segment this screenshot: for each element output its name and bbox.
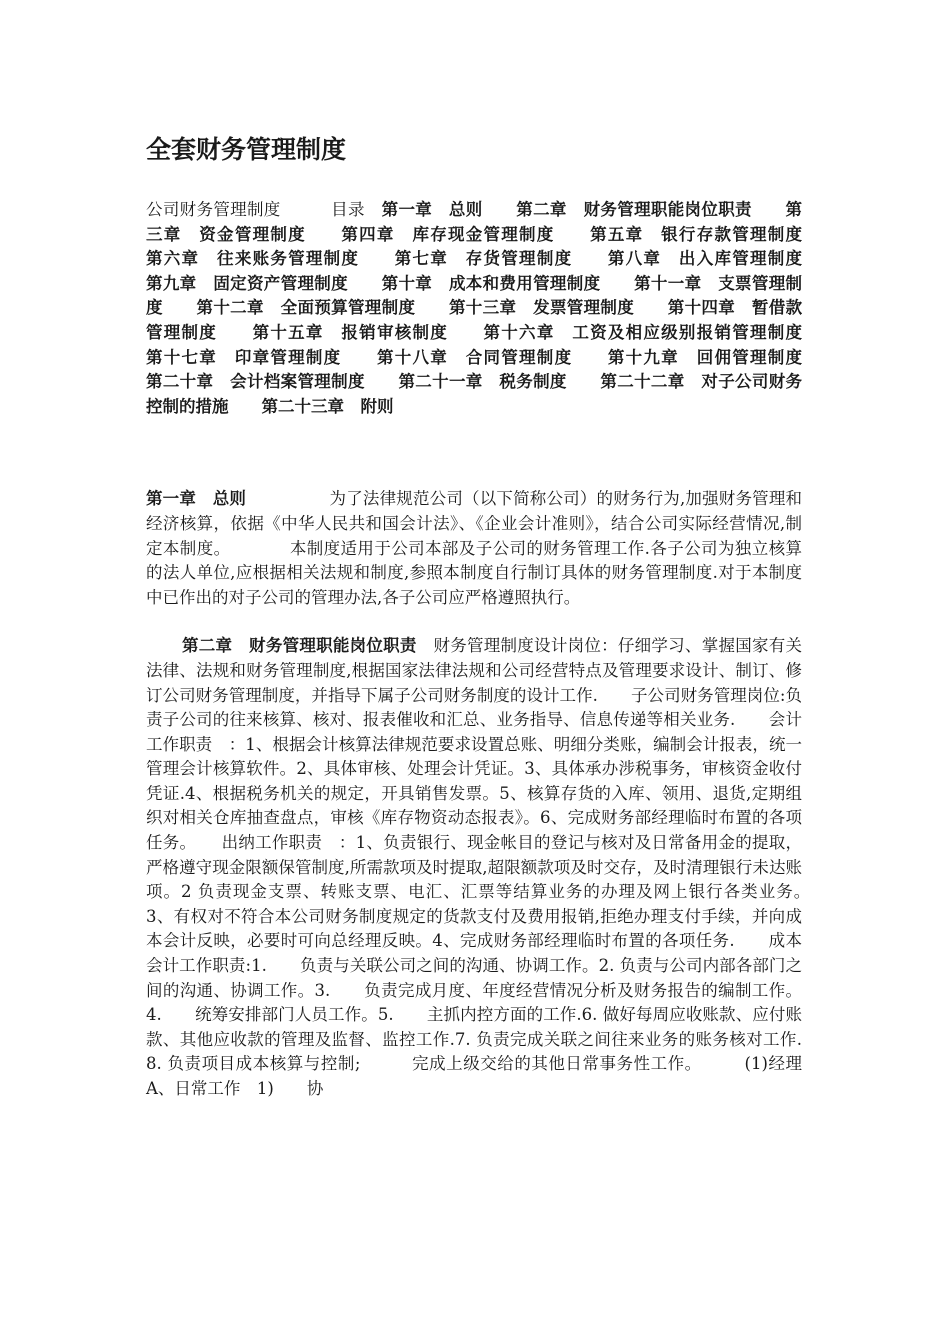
toc-item: 第十二章 全面预算管理制度 — [196, 298, 416, 318]
chapter-1-section — [146, 487, 802, 610]
toc-item: 第三章 资金管理制度 — [146, 200, 803, 244]
toc-item: 第十九章 回佣管理制度 — [607, 347, 803, 367]
toc-item: 第五章 银行存款管理制度 — [590, 224, 803, 244]
toc-item: 第十五章 报销审核制度 — [252, 322, 448, 342]
table-of-contents — [146, 198, 802, 419]
toc-item: 第十章 成本和费用管理制度 — [381, 273, 601, 293]
toc-item: 第九章 固定资产管理制度 — [146, 273, 348, 293]
toc-item: 第二十二章 对子公司财务控制的措施 — [146, 372, 803, 416]
toc-item: 第十六章 工资及相应级别报销管理制度 — [483, 322, 803, 342]
toc-item: 第十一章 支票管理制度 — [146, 273, 803, 318]
chapter-1-body: 为了法律规范公司（以下简称公司）的财务行为,加强财务管理和经济核算，依据《中华人民共和国会计法》、《企业会计准则》，结合公司实际经营情况,制定本制度。 本制度适用于公司本部及子公司的财务管理工作.各子公司为独立核算的法人单位,应根据相关法规和制度,参照本制度自行制订具体的财务管理制度.对于本制度中已作出的对子公司的管理办法,各子公司应严格遵照执行。 — [146, 489, 803, 607]
toc-item: 第二十三章 附则 — [261, 396, 394, 416]
toc-item: 第十三章 发票管理制度 — [448, 298, 635, 318]
toc-item: 第一章 总则 — [381, 200, 483, 219]
chapter-2-section — [146, 634, 819, 1101]
chapter-1-heading: 第一章 总则 — [146, 489, 247, 509]
toc-item: 第七章 存货管理制度 — [394, 249, 573, 269]
toc-item: 第二十一章 税务制度 — [398, 372, 567, 392]
toc-item: 第四章 库存现金管理制度 — [341, 224, 555, 244]
toc-item: 第二章 财务管理职能岗位职责 — [516, 200, 752, 219]
document-title: 全套财务管理制度 — [146, 135, 347, 164]
toc-item: 第十四章 暂借款管理制度 — [146, 298, 803, 342]
toc-item: 第六章 往来账务管理制度 — [146, 249, 360, 269]
toc-item: 第八章 出入库管理制度 — [607, 249, 803, 269]
toc-item: 第二十章 会计档案管理制度 — [146, 372, 365, 392]
toc-intro: 公司财务管理制度 目录 — [146, 200, 382, 219]
toc-item: 第十八章 合同管理制度 — [376, 347, 573, 367]
chapter-2-body: 财务管理制度设计岗位：仔细学习、掌握国家有关法律、法规和财务管理制度,根据国家法律法规和公司经营特点及管理要求设计、制订、修订公司财务管理制度，并指导下属子公司财务制度的设计工作. 子公司财务管理岗位:负责子公司的往来核算、核对、报表催收和汇总、业务指导、信息传递等相关业务. 会计工作职责 ：1、根据会计核算法律规范要求设置总账、明细分类账，编制会计报表，统一管理会计核算软件。2、具体审核、处理会计凭证。3、具体承办涉税事务，审核资金收付凭证.4、根据税务机关的规定，开具销售发票。5、核算存货的入库、领用、退货,定期组织对相关仓库抽查盘点，审核《库存物资动态报表》。6、完成财务部经理临时布置的各项任务。 出纳工作职责 ：1、负责银行、现金帐目的登记与核对及日常备用金的提取，严格遵守现金限额保管制度,所需款项及时提取,超限额款项及时交存，及时清理银行未达账项。2 负责现金支票、转账支票、电汇、汇票等结算业务的办理及网上银行各类业务。 3、有权对不符合本公司财务制度规定的货款支付及费用报销,拒绝办理支付手续，并向成本会计反映，必要时可向总经理反映。4、完成财务部经理临时布置的各项任务. 成本会计工作职责:1. 负责与关联公司之间的沟通、协调工作。2. 负责与公司内部各部门之间的沟通、协调工作。3. 负责完成月度、年度经营情况分析及财务报告的编制工作。4. 统筹安排部门人员工作。5. 主抓内控方面的工作.6. 做好每周应收账款、应付账款、其他应收款的管理及监督、监控工作.7. 负责完成关联之间往来业务的账务核对工作.8. 负责项目成本核算与控制; 完成上级交给的其他日常事务性工作。 (1)经理 A、日常工作 1) 协 — [146, 636, 819, 1098]
toc-item: 第十七章 印章管理制度 — [146, 347, 342, 367]
chapter-2-heading: 第二章 财务管理职能岗位职责 — [182, 636, 417, 656]
